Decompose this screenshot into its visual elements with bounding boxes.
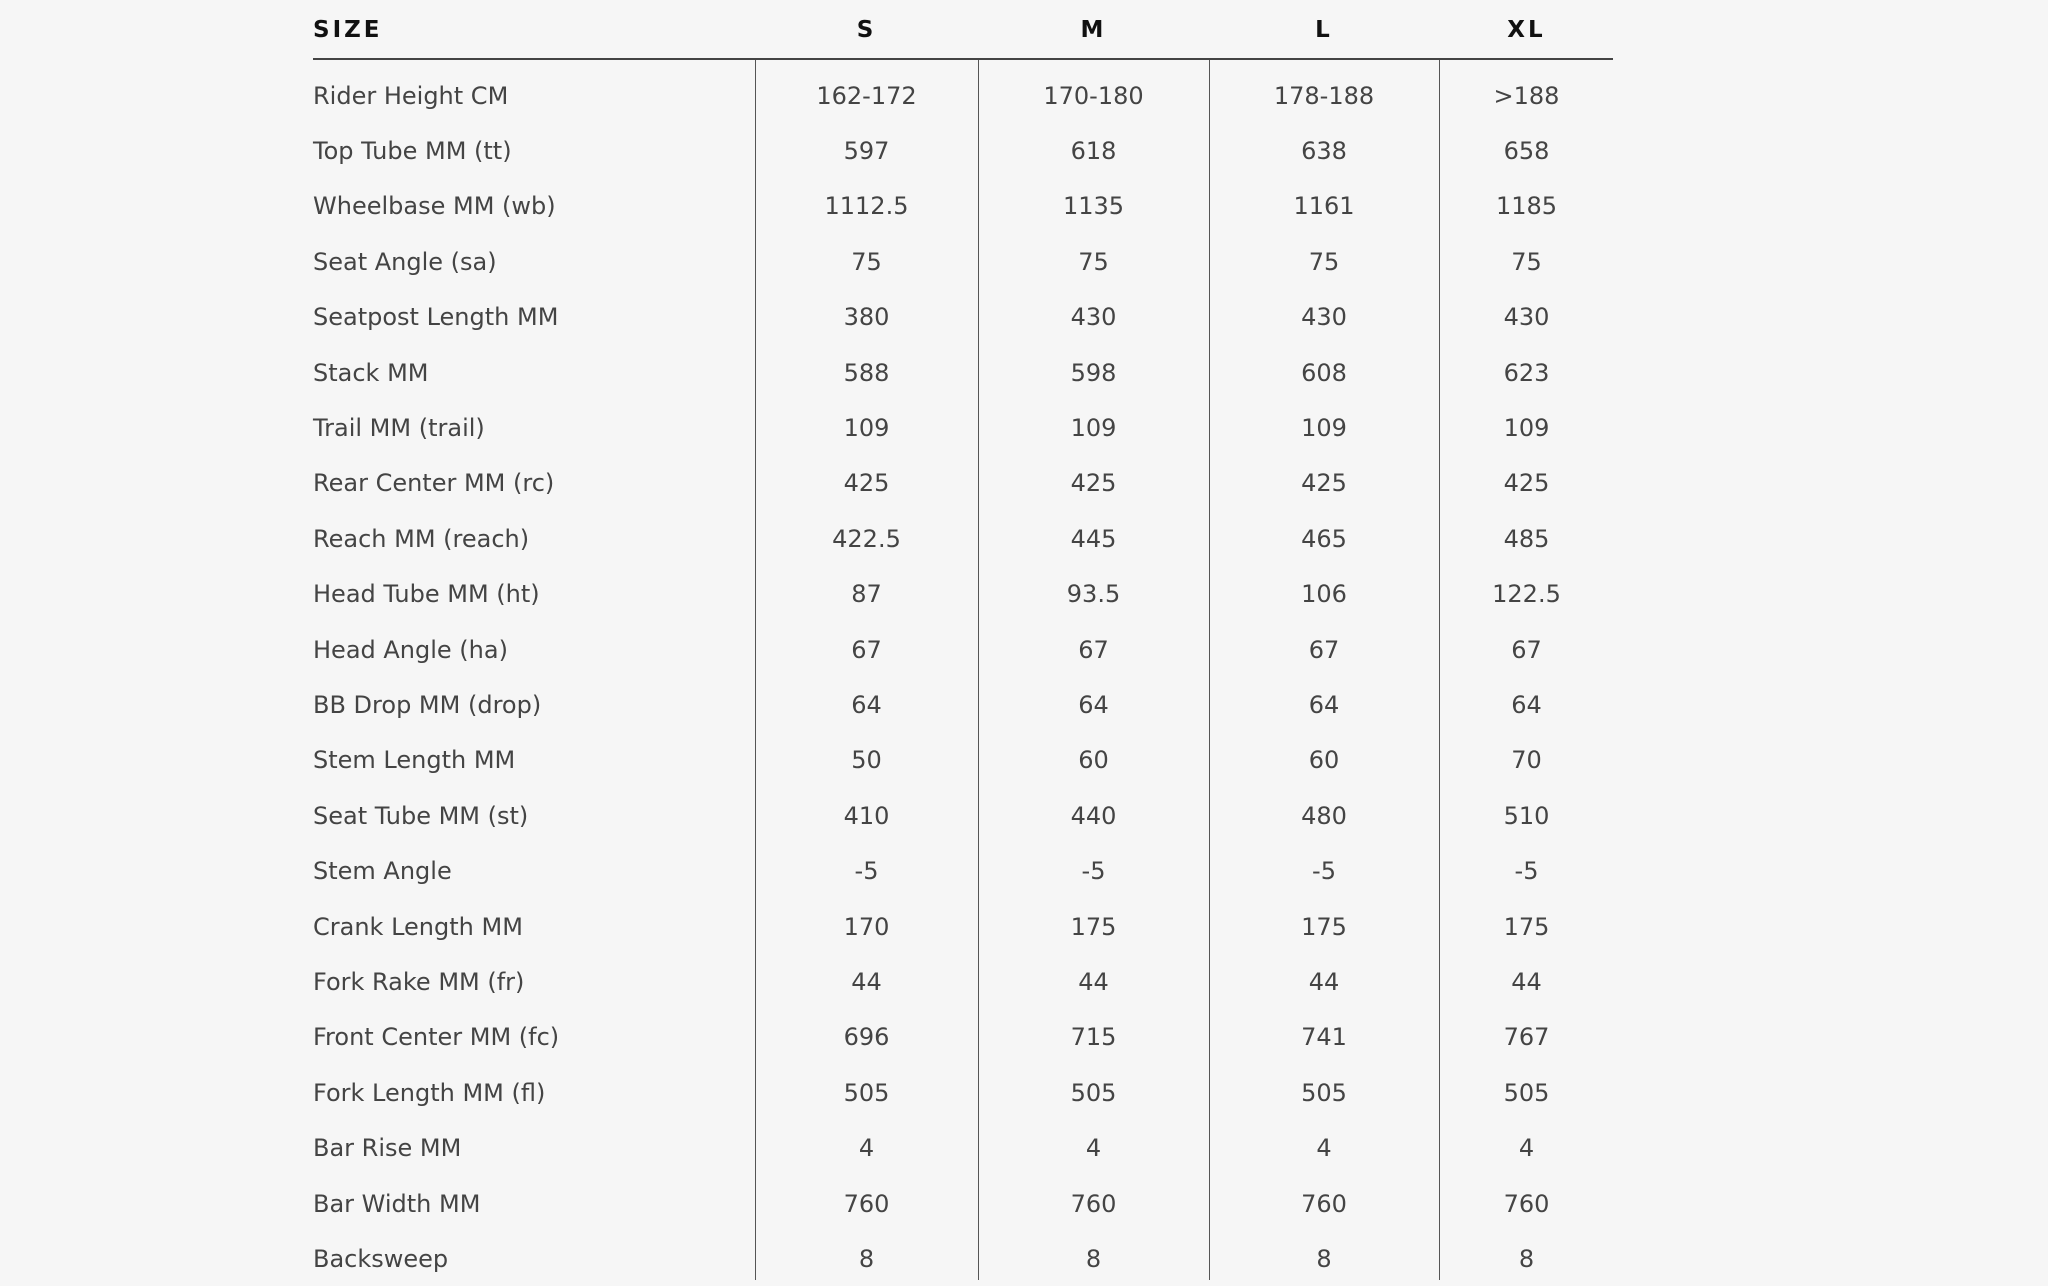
cell-l: 1161 (1293, 192, 1355, 221)
row-label: Stack MM (313, 358, 429, 387)
cell-l: 75 (1308, 247, 1340, 276)
table-row (313, 68, 1613, 123)
header-m: M (1080, 16, 1107, 43)
cell-l: 465 (1301, 524, 1347, 553)
cell-xl: 510 (1503, 801, 1550, 830)
cell-s: 44 (851, 967, 882, 996)
cell-l: 60 (1308, 746, 1340, 775)
cell-xl: 425 (1503, 469, 1550, 498)
table-row (313, 1121, 1613, 1176)
cell-l: 175 (1301, 912, 1347, 941)
cell-m: -5 (1081, 857, 1106, 886)
cell-l: 64 (1308, 690, 1340, 719)
cell-m: 93.5 (1066, 580, 1121, 609)
cell-m: 75 (1078, 247, 1109, 276)
cell-xl: 4 (1518, 1134, 1535, 1163)
cell-m: 175 (1070, 912, 1117, 941)
table-row (313, 400, 1613, 455)
cell-s: 505 (843, 1078, 890, 1107)
row-label: Seat Angle (sa) (313, 247, 497, 276)
cell-l: 480 (1301, 801, 1347, 830)
table-row (313, 1176, 1613, 1231)
cell-s: 588 (843, 358, 890, 387)
cell-s: 422.5 (832, 524, 901, 553)
cell-xl: 505 (1503, 1078, 1550, 1107)
cell-s: 8 (858, 1244, 875, 1273)
cell-s: 50 (851, 746, 882, 775)
row-label: Seatpost Length MM (313, 303, 559, 332)
cell-xl: -5 (1514, 857, 1539, 886)
row-label: Top Tube MM (tt) (313, 136, 512, 165)
cell-xl: 70 (1511, 746, 1542, 775)
table-row (313, 844, 1613, 899)
cell-m: 505 (1070, 1078, 1117, 1107)
cell-l: 67 (1308, 635, 1340, 664)
table-row (313, 179, 1613, 234)
cell-m: 170-180 (1043, 81, 1144, 110)
cell-xl: 75 (1511, 247, 1542, 276)
header-size: SIZE (313, 16, 383, 43)
row-label: Stem Angle (313, 857, 452, 886)
header-s: S (856, 16, 877, 43)
cell-s: -5 (854, 857, 879, 886)
cell-m: 64 (1078, 690, 1109, 719)
cell-xl: 430 (1503, 303, 1550, 332)
cell-m: 60 (1078, 746, 1109, 775)
cell-m: 430 (1070, 303, 1117, 332)
cell-s: 4 (858, 1134, 875, 1163)
cell-m: 44 (1078, 967, 1109, 996)
row-label: Crank Length MM (313, 912, 523, 941)
table-row (313, 123, 1613, 178)
table-row (313, 567, 1613, 622)
cell-m: 67 (1078, 635, 1109, 664)
table-row (313, 788, 1613, 843)
cell-l: 8 (1316, 1244, 1332, 1273)
cell-l: 178-188 (1273, 81, 1375, 110)
table-row (313, 954, 1613, 1009)
cell-m: 445 (1070, 524, 1117, 553)
cell-l: 760 (1301, 1189, 1347, 1218)
table-row (313, 733, 1613, 788)
table-row (313, 1065, 1613, 1120)
header-divider (313, 58, 1613, 60)
table-row (313, 511, 1613, 566)
cell-s: 410 (843, 801, 890, 830)
cell-s: 597 (843, 136, 890, 165)
row-label: BB Drop MM (drop) (313, 690, 542, 719)
cell-xl: 44 (1511, 967, 1542, 996)
cell-s: 162-172 (816, 81, 917, 110)
cell-l: 109 (1301, 413, 1347, 442)
table-row (313, 456, 1613, 511)
cell-m: 715 (1070, 1023, 1117, 1052)
cell-m: 1135 (1062, 192, 1125, 221)
row-label: Rider Height CM (313, 81, 509, 110)
cell-xl: 8 (1518, 1244, 1535, 1273)
cell-m: 760 (1070, 1189, 1117, 1218)
cell-xl: 760 (1503, 1189, 1550, 1218)
cell-l: 430 (1301, 303, 1347, 332)
row-label: Trail MM (trail) (313, 413, 485, 442)
cell-xl: 485 (1503, 524, 1550, 553)
row-label: Wheelbase MM (wb) (313, 192, 556, 221)
cell-s: 380 (843, 303, 890, 332)
row-label: Reach MM (reach) (313, 524, 530, 553)
table-row (313, 899, 1613, 954)
header-l: L (1315, 16, 1333, 43)
header-xl: XL (1507, 16, 1546, 43)
cell-l: -5 (1312, 857, 1336, 886)
cell-xl: 658 (1503, 136, 1550, 165)
cell-m: 618 (1070, 136, 1117, 165)
cell-s: 1112.5 (824, 192, 909, 221)
cell-l: 106 (1301, 580, 1347, 609)
cell-m: 4 (1085, 1134, 1102, 1163)
row-label: Seat Tube MM (st) (313, 801, 529, 830)
cell-xl: >188 (1493, 81, 1560, 110)
cell-s: 75 (851, 247, 882, 276)
cell-xl: 175 (1503, 912, 1550, 941)
row-label: Fork Length MM (fl) (313, 1078, 546, 1107)
cell-s: 109 (843, 413, 890, 442)
table-row (313, 1231, 1613, 1286)
table-row (313, 290, 1613, 345)
cell-xl: 64 (1511, 690, 1542, 719)
cell-xl: 122.5 (1492, 580, 1561, 609)
table-row (313, 234, 1613, 289)
cell-m: 425 (1070, 469, 1117, 498)
row-label: Head Tube MM (ht) (313, 580, 540, 609)
cell-s: 425 (843, 469, 890, 498)
table-row (313, 1010, 1613, 1065)
cell-s: 170 (843, 912, 890, 941)
row-label: Head Angle (ha) (313, 635, 508, 664)
cell-xl: 1185 (1495, 192, 1558, 221)
cell-s: 760 (843, 1189, 890, 1218)
cell-l: 425 (1301, 469, 1347, 498)
cell-xl: 767 (1503, 1023, 1550, 1052)
cell-xl: 623 (1503, 358, 1550, 387)
cell-s: 696 (843, 1023, 890, 1052)
table-row (313, 622, 1613, 677)
cell-m: 8 (1085, 1244, 1102, 1273)
cell-xl: 67 (1511, 635, 1542, 664)
cell-m: 440 (1070, 801, 1117, 830)
cell-s: 64 (851, 690, 882, 719)
cell-s: 87 (851, 580, 882, 609)
table-row (313, 677, 1613, 732)
cell-xl: 109 (1503, 413, 1550, 442)
row-label: Bar Rise MM (313, 1134, 462, 1163)
cell-l: 44 (1308, 967, 1340, 996)
row-label: Stem Length MM (313, 746, 516, 775)
cell-s: 67 (851, 635, 882, 664)
table-row (313, 345, 1613, 400)
row-label: Backsweep (313, 1244, 449, 1273)
row-label: Rear Center MM (rc) (313, 469, 555, 498)
cell-m: 598 (1070, 358, 1117, 387)
cell-l: 505 (1301, 1078, 1347, 1107)
cell-l: 608 (1301, 358, 1347, 387)
row-label: Front Center MM (fc) (313, 1023, 560, 1052)
cell-l: 741 (1301, 1023, 1347, 1052)
row-label: Bar Width MM (313, 1189, 481, 1218)
geometry-table (313, 0, 1613, 1280)
cell-m: 109 (1070, 413, 1117, 442)
cell-l: 4 (1316, 1134, 1332, 1163)
row-label: Fork Rake MM (fr) (313, 967, 525, 996)
cell-l: 638 (1301, 136, 1347, 165)
